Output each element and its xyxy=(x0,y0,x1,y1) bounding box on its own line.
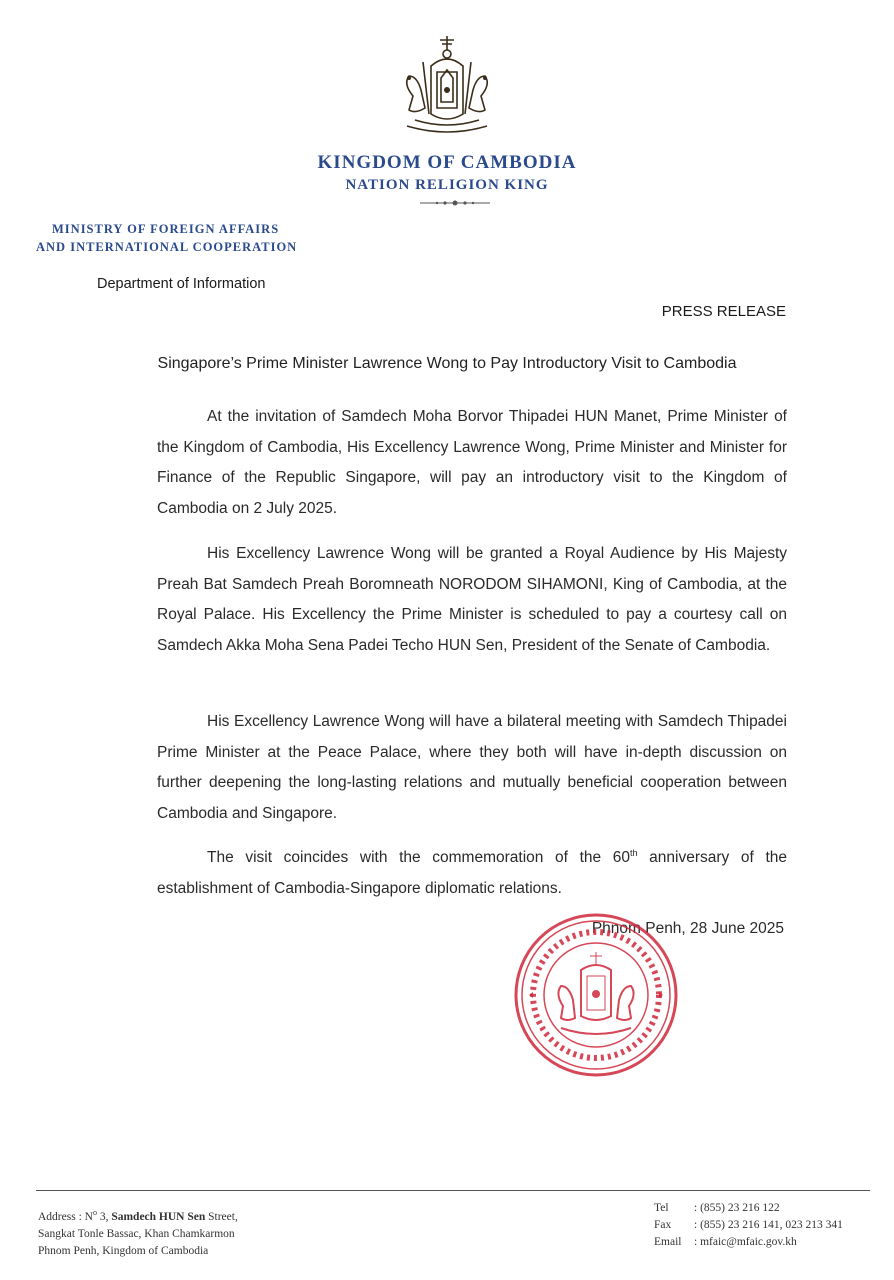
paragraph-4-text-b: anniversary of the establishment of Cambodia-Singapore diplomatic relations. xyxy=(157,849,787,897)
footer-divider xyxy=(36,1190,870,1191)
kingdom-motto: NATION RELIGION KING xyxy=(345,177,549,193)
footer-address xyxy=(38,1204,238,1260)
department-name: Department of Information xyxy=(97,276,266,292)
ministry-name-line1: MINISTRY OF FOREIGN AFFAIRS xyxy=(52,222,280,236)
press-release-headline: Singapore’s Prime Minister Lawrence Wong to Pay Introductory Visit to Cambodia xyxy=(157,355,737,372)
paragraph-2: His Excellency Lawrence Wong will be granted a Royal Audience by His Majesty Preah Bat Samdech Preah Boromneath NORODOM SIHAMONI, King of Cambodia, at the Royal Palace. His Excellency the Prime Minister is scheduled to pay a courtesy call on Samdech Akka Moha Sena Padei Techo HUN Sen, President of the Senate of Cambodia. xyxy=(157,545,787,654)
official-red-seal-icon xyxy=(511,910,681,1080)
tel-row xyxy=(654,1200,843,1217)
royal-coat-of-arms-icon xyxy=(385,32,509,142)
address-number: 3, xyxy=(96,1210,112,1223)
address-line1 xyxy=(38,1204,238,1226)
email-label: Email xyxy=(654,1236,682,1248)
email-row xyxy=(654,1234,843,1251)
ordinal-suffix: th xyxy=(630,847,638,858)
address-line3: Phnom Penh, Kingdom of Cambodia xyxy=(38,1244,209,1257)
paragraph-4-text-a: The visit coincides with the commemoration of the 60 xyxy=(207,849,630,866)
email-value[interactable]: : mfaic@mfaic.gov.kh xyxy=(694,1236,797,1248)
address-label: Address : N xyxy=(38,1210,93,1223)
footer-contacts xyxy=(654,1200,843,1251)
ministry-name-line2: AND INTERNATIONAL COOPERATION xyxy=(36,240,298,254)
dateline: Phnom Penh, 28 June 2025 xyxy=(591,920,784,937)
paragraph-1: At the invitation of Samdech Moha Borvor Thipadei HUN Manet, Prime Minister of the Kingdom of Cambodia, His Excellency Lawrence Wong, Prime Minister and Minister for Finance of the Republic Singapore, will pay an introductory visit to the Kingdom of Cambodia on 2 July 2025. xyxy=(157,408,787,517)
address-line2: Sangkat Tonle Bassac, Khan Chamkarmon xyxy=(38,1227,235,1240)
fax-value: : (855) 23 216 141, 023 213 341 xyxy=(694,1219,843,1231)
paragraph-4 xyxy=(157,843,787,904)
ornament-divider-icon xyxy=(418,198,492,208)
address-street-name: Samdech HUN Sen xyxy=(111,1210,206,1223)
paragraph-3: His Excellency Lawrence Wong will have a bilateral meeting with Samdech Thipadei Prime Minister at the Peace Palace, where they both will have in-depth discussion on further deepening the long-lasting relations and mutually beneficial cooperation between Cambodia and Singapore. xyxy=(157,713,787,822)
fax-label: Fax xyxy=(654,1219,672,1231)
tel-value: : (855) 23 216 122 xyxy=(694,1202,780,1214)
address-street-suffix: Street, xyxy=(205,1210,238,1223)
number-sup: o xyxy=(92,1208,97,1217)
fax-row xyxy=(654,1217,843,1234)
document-type-label: PRESS RELEASE xyxy=(661,303,786,320)
tel-label: Tel xyxy=(654,1202,669,1214)
kingdom-title: KINGDOM OF CAMBODIA xyxy=(317,152,577,173)
